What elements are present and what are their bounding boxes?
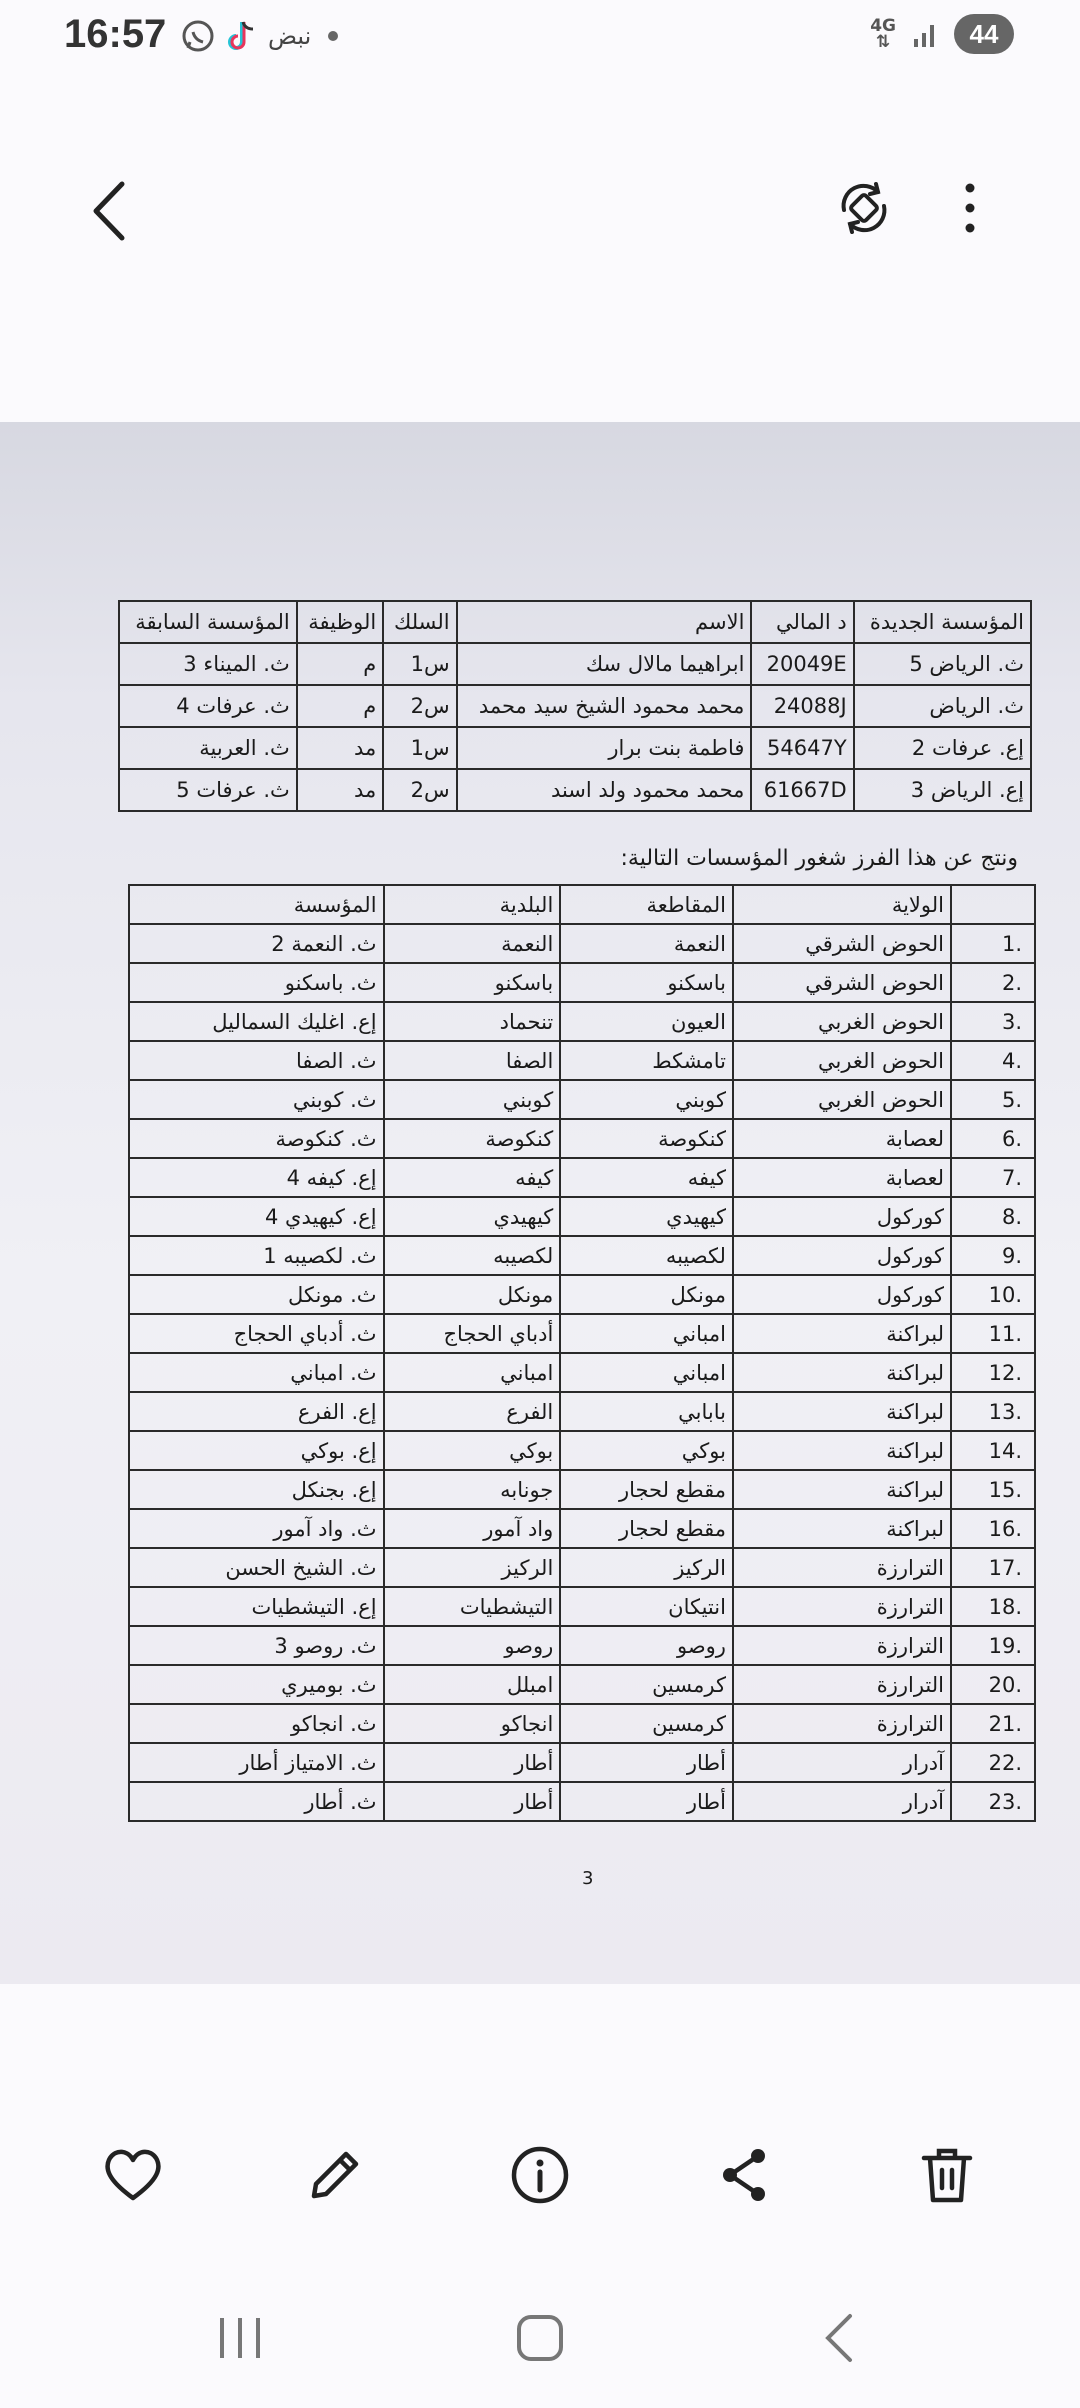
table-cell: .11: [951, 1314, 1035, 1353]
table-cell: الفرع: [384, 1392, 561, 1431]
table-row: [119, 643, 1031, 685]
table-row: [129, 1119, 1035, 1158]
table-cell: .7: [951, 1158, 1035, 1197]
table-cell: الحوض الغربي: [733, 1002, 951, 1041]
table-cell: الصفا: [384, 1041, 561, 1080]
table-cell: آدرار: [733, 1782, 951, 1821]
share-icon[interactable]: [710, 2140, 780, 2210]
table-cell: .18: [951, 1587, 1035, 1626]
edit-pencil-icon[interactable]: [300, 2140, 370, 2210]
table-cell: .5: [951, 1080, 1035, 1119]
table-row: [129, 1470, 1035, 1509]
table-cell: إع. كيهيدي 4: [129, 1197, 384, 1236]
table-cell: تنحماد: [384, 1002, 561, 1041]
table-cell: .9: [951, 1236, 1035, 1275]
table-cell: جونابه: [384, 1470, 561, 1509]
table-cell: س2: [383, 769, 456, 811]
table-cell: .20: [951, 1665, 1035, 1704]
table-cell: التيشطيات: [384, 1587, 561, 1626]
column-header: المؤسسة الجديدة: [854, 601, 1031, 643]
table-row: [129, 1236, 1035, 1275]
back-icon[interactable]: [812, 2308, 872, 2368]
vacancy-note: ونتج عن هذا الفرز شغور المؤسسات التالية:: [620, 846, 1018, 871]
table-cell: .22: [951, 1743, 1035, 1782]
table-cell: النعمة: [384, 924, 561, 963]
table-row: [129, 1080, 1035, 1119]
table-cell: الحوض الشرقي: [733, 963, 951, 1002]
table-cell: ث. الشيخ الحسن: [129, 1548, 384, 1587]
table-cell: مد: [297, 727, 383, 769]
table-cell: ث. أطار: [129, 1782, 384, 1821]
table-cell: كيفه: [560, 1158, 733, 1197]
table-cell: مونكل: [560, 1275, 733, 1314]
table-cell: روصو: [384, 1626, 561, 1665]
table-cell: إع. بجنكل: [129, 1470, 384, 1509]
table-row: [129, 1431, 1035, 1470]
table-cell: أطار: [560, 1743, 733, 1782]
table-cell: بوكي: [560, 1431, 733, 1470]
table-cell: كنكوصة: [384, 1119, 561, 1158]
back-arrow-icon[interactable]: [86, 176, 136, 246]
table-cell: كنكوصة: [560, 1119, 733, 1158]
info-icon[interactable]: [505, 2140, 575, 2210]
table-cell: أطار: [384, 1782, 561, 1821]
column-header: المقاطعة: [560, 885, 733, 924]
table-row: [129, 1587, 1035, 1626]
table-cell: امباني: [560, 1314, 733, 1353]
network-indicator: [870, 18, 896, 50]
top-app-bar: [0, 150, 1080, 270]
table-cell: .13: [951, 1392, 1035, 1431]
table-cell: باسكنو: [560, 963, 733, 1002]
table-row: [129, 1704, 1035, 1743]
table-cell: كرمسين: [560, 1704, 733, 1743]
table-cell: ث. عرفات 5: [119, 769, 297, 811]
table-cell: ث. روصو 3: [129, 1626, 384, 1665]
table-cell: ث. الامتياز أطار: [129, 1743, 384, 1782]
tiktok-icon: [226, 18, 258, 54]
table-cell: بابابي: [560, 1392, 733, 1431]
table-cell: س2: [383, 685, 456, 727]
table-row: [129, 1548, 1035, 1587]
transfer-table: [118, 600, 1032, 812]
table-cell: الركيز: [384, 1548, 561, 1587]
table-row: [129, 1626, 1035, 1665]
table-cell: إع. اغليك السماليل: [129, 1002, 384, 1041]
battery-indicator: 44: [954, 14, 1014, 54]
table-cell: الحوض الغربي: [733, 1041, 951, 1080]
table-cell: س1: [383, 727, 456, 769]
system-nav-bar: [0, 2290, 1080, 2390]
table-cell: فاطمة بنت برار: [457, 727, 752, 769]
table-row: [129, 1197, 1035, 1236]
table-cell: امباني: [560, 1353, 733, 1392]
table-cell: ث. باسكنو: [129, 963, 384, 1002]
table-cell: .17: [951, 1548, 1035, 1587]
table-cell: لكصيبه: [560, 1236, 733, 1275]
dot-icon: [321, 24, 345, 48]
table-cell: .2: [951, 963, 1035, 1002]
table-row: [119, 685, 1031, 727]
table-cell: ث. الرياض 5: [854, 643, 1031, 685]
vacancy-table: [128, 884, 1036, 1822]
table-cell: .4: [951, 1041, 1035, 1080]
table-row: [129, 1275, 1035, 1314]
table-cell: كيهيدي: [384, 1197, 561, 1236]
table-cell: .23: [951, 1782, 1035, 1821]
table-cell: إع. عرفات 2: [854, 727, 1031, 769]
table-cell: تامشكط: [560, 1041, 733, 1080]
table-cell: كوبني: [384, 1080, 561, 1119]
table-cell: مد: [297, 769, 383, 811]
table-cell: ث. العربية: [119, 727, 297, 769]
table-cell: إع. الرياض 3: [854, 769, 1031, 811]
table-cell: .6: [951, 1119, 1035, 1158]
table-cell: م: [297, 643, 383, 685]
table-cell: الترارزة: [733, 1548, 951, 1587]
table-cell: .16: [951, 1509, 1035, 1548]
table-cell: .10: [951, 1275, 1035, 1314]
table-cell: الحوض الغربي: [733, 1080, 951, 1119]
table-cell: النعمة: [560, 924, 733, 963]
table-cell: الحوض الشرقي: [733, 924, 951, 963]
table-cell: ث. واد آمور: [129, 1509, 384, 1548]
table-cell: لبراكنة: [733, 1353, 951, 1392]
table-cell: روصو: [560, 1626, 733, 1665]
table-cell: .19: [951, 1626, 1035, 1665]
table-cell: بوكي: [384, 1431, 561, 1470]
table-row: [119, 769, 1031, 811]
table-cell: آدرار: [733, 1743, 951, 1782]
table-cell: كرمسين: [560, 1665, 733, 1704]
table-row: [129, 1392, 1035, 1431]
table-cell: ث. امباني: [129, 1353, 384, 1392]
table-cell: كيهيدي: [560, 1197, 733, 1236]
data-arrows-icon: ⇅: [875, 32, 891, 52]
table-cell: .14: [951, 1431, 1035, 1470]
table-row: [129, 1665, 1035, 1704]
status-bar: [0, 0, 1080, 72]
table-cell: ث. الميناء 3: [119, 643, 297, 685]
table-row: [129, 1041, 1035, 1080]
status-time: 16:57: [64, 12, 167, 56]
table-cell: 61667D: [751, 769, 853, 811]
table-cell: 20049E: [751, 643, 853, 685]
table-row: [129, 963, 1035, 1002]
home-icon[interactable]: [510, 2308, 570, 2368]
table-cell: إع. كيفه 4: [129, 1158, 384, 1197]
table-cell: لبراكنة: [733, 1314, 951, 1353]
table-cell: مونكل: [384, 1275, 561, 1314]
table-cell: ث. كنكوصة: [129, 1119, 384, 1158]
table-cell: امباني: [384, 1353, 561, 1392]
table-cell: أطار: [384, 1743, 561, 1782]
table-cell: الترارزة: [733, 1626, 951, 1665]
table-cell: ث. كوبني: [129, 1080, 384, 1119]
table-cell: انتيكان: [560, 1587, 733, 1626]
table-cell: لبراكنة: [733, 1509, 951, 1548]
table-row: [119, 727, 1031, 769]
heart-icon[interactable]: [98, 2140, 168, 2210]
column-header: السلك: [383, 601, 456, 643]
column-header: الاسم: [457, 601, 752, 643]
table-row: [129, 924, 1035, 963]
column-header: الولاية: [733, 885, 951, 924]
table-cell: محمد محمود الشيخ سيد محمد: [457, 685, 752, 727]
table-cell: انجاكو: [384, 1704, 561, 1743]
table-cell: كيفه: [384, 1158, 561, 1197]
table-row: [129, 1353, 1035, 1392]
table-cell: .3: [951, 1002, 1035, 1041]
column-header: [951, 885, 1035, 924]
table-cell: الركيز: [560, 1548, 733, 1587]
table-cell: .1: [951, 924, 1035, 963]
table-cell: لبراكنة: [733, 1392, 951, 1431]
table-cell: إع. الفرع: [129, 1392, 384, 1431]
table-row: [129, 1743, 1035, 1782]
table-cell: ث. لكصيبه 1: [129, 1236, 384, 1275]
table-cell: كوركول: [733, 1197, 951, 1236]
table-cell: مقطع لحجار: [560, 1470, 733, 1509]
table-row: [129, 1782, 1035, 1821]
table-cell: ابراهيما مالال سك: [457, 643, 752, 685]
column-header: البلدية: [384, 885, 561, 924]
recent-apps-icon[interactable]: [210, 2308, 270, 2368]
table-cell: لعصابة: [733, 1158, 951, 1197]
table-cell: 54647Y: [751, 727, 853, 769]
table-cell: كوبني: [560, 1080, 733, 1119]
table-row: [129, 1314, 1035, 1353]
table-cell: م: [297, 685, 383, 727]
table-cell: كوركول: [733, 1236, 951, 1275]
table-cell: أدباي الحجاج: [384, 1314, 561, 1353]
action-bar: [0, 2130, 1080, 2230]
column-header: الوظيفة: [297, 601, 383, 643]
table-cell: واد آمور: [384, 1509, 561, 1548]
table-cell: 24088J: [751, 685, 853, 727]
table-cell: باسكنو: [384, 963, 561, 1002]
table-cell: .8: [951, 1197, 1035, 1236]
table-cell: .21: [951, 1704, 1035, 1743]
table-row: [129, 1002, 1035, 1041]
table-cell: ث. عرفات 4: [119, 685, 297, 727]
table-cell: الترارزة: [733, 1665, 951, 1704]
page-number: 3: [582, 1868, 594, 1889]
column-header: المؤسسة: [129, 885, 384, 924]
table-cell: لعصابة: [733, 1119, 951, 1158]
signal-icon: [910, 19, 940, 49]
table-cell: الترارزة: [733, 1704, 951, 1743]
trash-icon[interactable]: [912, 2140, 982, 2210]
rotate-icon[interactable]: [832, 176, 896, 240]
notification-icons: [180, 18, 345, 54]
table-cell: ث. النعمة 2: [129, 924, 384, 963]
table-cell: ث. بوميري: [129, 1665, 384, 1704]
column-header: المؤسسة السابقة: [119, 601, 297, 643]
table-cell: كوركول: [733, 1275, 951, 1314]
table-cell: ث. الرياض: [854, 685, 1031, 727]
table-cell: .12: [951, 1353, 1035, 1392]
table-row: [129, 1509, 1035, 1548]
table-cell: لكصيبه: [384, 1236, 561, 1275]
table-cell: ث. الصفا: [129, 1041, 384, 1080]
table-cell: لبراكنة: [733, 1470, 951, 1509]
table-cell: ث. انجاكو: [129, 1704, 384, 1743]
table-cell: .15: [951, 1470, 1035, 1509]
table-cell: أطار: [560, 1782, 733, 1821]
more-vertical-icon[interactable]: [950, 176, 990, 240]
network-type: 4G: [870, 16, 896, 36]
table-cell: العيون: [560, 1002, 733, 1041]
table-cell: س1: [383, 643, 456, 685]
table-cell: إع. بوكي: [129, 1431, 384, 1470]
table-header-row: [129, 885, 1035, 924]
table-row: [129, 1158, 1035, 1197]
table-cell: لبراكنة: [733, 1431, 951, 1470]
table-cell: إع. التيشطيات: [129, 1587, 384, 1626]
whatsapp-icon: [180, 18, 216, 54]
table-cell: الترارزة: [733, 1587, 951, 1626]
table-header-row: [119, 601, 1031, 643]
table-cell: ث. أدباي الحجاج: [129, 1314, 384, 1353]
table-cell: ث. مونكل: [129, 1275, 384, 1314]
table-cell: محمد محمود ولد اسند: [457, 769, 752, 811]
table-cell: مقطع لحجار: [560, 1509, 733, 1548]
notification-text: نبض: [268, 22, 312, 50]
document-photo[interactable]: [0, 422, 1080, 1984]
table-cell: امبلل: [384, 1665, 561, 1704]
column-header: د المالي: [751, 601, 853, 643]
